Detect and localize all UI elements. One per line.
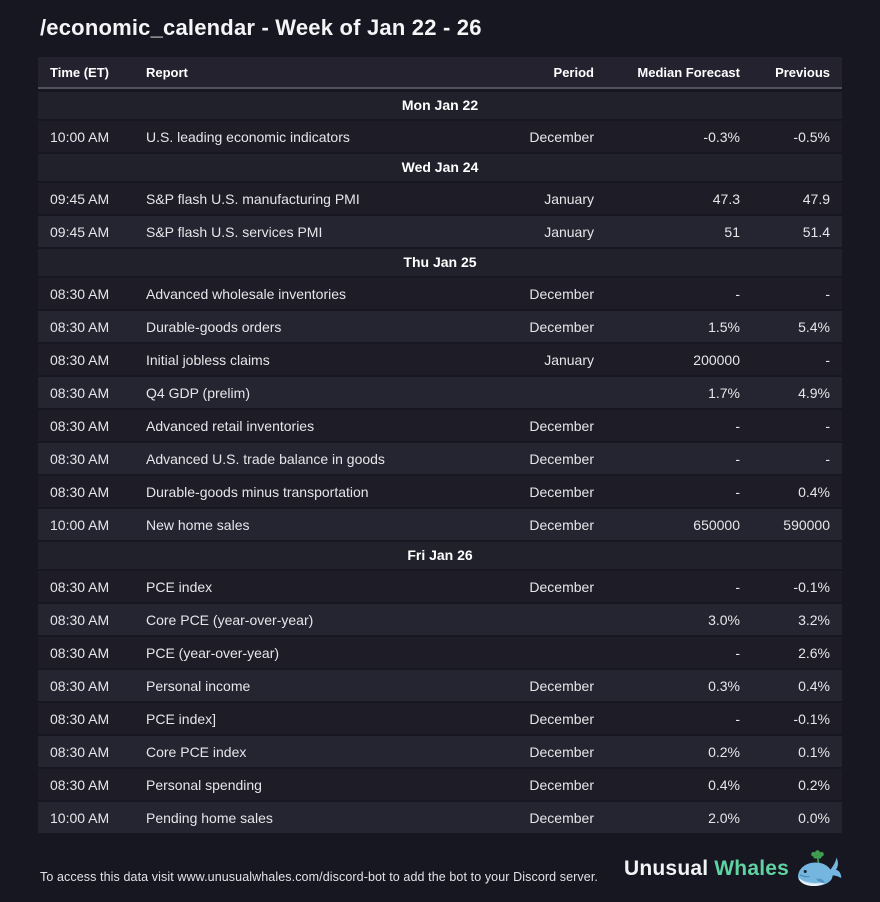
cell-median-forecast: 0.4% <box>708 776 740 793</box>
cell-period: January <box>544 190 594 207</box>
column-header-report: Report <box>146 64 188 80</box>
cell-previous: 4.9% <box>798 384 830 401</box>
cell-median-forecast: - <box>735 417 740 434</box>
cell-previous: 2.6% <box>798 644 830 661</box>
page-title: /economic_calendar - Week of Jan 22 - 26 <box>40 15 482 40</box>
cell-report: Pending home sales <box>146 809 273 826</box>
cell-report: Core PCE index <box>146 743 247 760</box>
cell-median-forecast: - <box>735 644 740 661</box>
cell-period: December <box>529 417 594 434</box>
cell-previous: 5.4% <box>798 318 830 335</box>
section-date-row: Wed Jan 24 <box>38 154 842 181</box>
column-header-previous: Previous <box>775 64 830 80</box>
cell-time: 10:00 AM <box>50 516 110 533</box>
cell-median-forecast: - <box>735 450 740 467</box>
cell-time: 08:30 AM <box>50 743 110 760</box>
section-date-row: Thu Jan 25 <box>38 249 842 276</box>
cell-report: Advanced U.S. trade balance in goods <box>146 450 385 467</box>
cell-report: PCE index <box>146 578 213 595</box>
cell-time: 08:30 AM <box>50 351 110 368</box>
cell-report: Durable-goods minus transportation <box>146 483 369 500</box>
cell-previous: 47.9 <box>802 190 830 207</box>
cell-period: December <box>529 450 594 467</box>
cell-time: 08:30 AM <box>50 285 110 302</box>
table-row <box>38 377 842 408</box>
cell-previous: - <box>825 417 830 434</box>
cell-median-forecast: -0.3% <box>703 128 740 145</box>
cell-previous: 51.4 <box>802 223 830 240</box>
cell-report: Advanced wholesale inventories <box>146 285 347 302</box>
whale-icon <box>796 848 842 890</box>
footer <box>38 838 842 902</box>
header-divider <box>38 87 842 89</box>
cell-previous: 590000 <box>783 516 830 533</box>
table-row <box>38 509 842 540</box>
table-row <box>38 604 842 635</box>
column-header-period: Period <box>553 64 594 80</box>
cell-period: December <box>529 710 594 727</box>
cell-period: December <box>529 578 594 595</box>
cell-period: December <box>529 285 594 302</box>
cell-previous: 0.4% <box>798 483 830 500</box>
table-row <box>38 476 842 507</box>
economic-calendar-table <box>38 57 842 833</box>
cell-median-forecast: 0.2% <box>708 743 740 760</box>
cell-report: S&P flash U.S. manufacturing PMI <box>146 190 360 207</box>
section-date-row: Fri Jan 26 <box>38 542 842 569</box>
column-header-time: Time (ET) <box>50 64 109 80</box>
cell-time: 08:30 AM <box>50 578 110 595</box>
cell-previous: 0.2% <box>798 776 830 793</box>
section-date-row: Mon Jan 22 <box>38 92 842 119</box>
table-header-row <box>38 57 842 87</box>
cell-period: December <box>529 743 594 760</box>
table-row <box>38 216 842 247</box>
table-row <box>38 637 842 668</box>
cell-median-forecast: 200000 <box>693 351 740 368</box>
cell-median-forecast: 3.0% <box>708 611 740 628</box>
cell-median-forecast: - <box>735 710 740 727</box>
cell-previous: -0.1% <box>793 578 830 595</box>
cell-report: Personal spending <box>146 776 262 793</box>
cell-time: 09:45 AM <box>50 223 110 240</box>
cell-time: 08:30 AM <box>50 483 110 500</box>
cell-time: 09:45 AM <box>50 190 110 207</box>
cell-previous: - <box>825 351 830 368</box>
brand-name-whales: Whales <box>714 857 789 880</box>
cell-report: New home sales <box>146 516 250 533</box>
cell-median-forecast: 47.3 <box>712 190 740 207</box>
table-row <box>38 344 842 375</box>
table-row <box>38 670 842 701</box>
cell-report: PCE (year-over-year) <box>146 644 280 661</box>
footer-note: To access this data visit www.unusualwhales.com/discord-bot to add the bot to your Discord server. <box>40 870 598 884</box>
column-header-median-forecast: Median Forecast <box>637 64 740 80</box>
table-row <box>38 410 842 441</box>
cell-median-forecast: - <box>735 285 740 302</box>
cell-previous: - <box>825 285 830 302</box>
cell-time: 10:00 AM <box>50 128 110 145</box>
cell-period: December <box>529 483 594 500</box>
cell-time: 08:30 AM <box>50 611 110 628</box>
cell-median-forecast: 1.5% <box>708 318 740 335</box>
cell-report: Durable-goods orders <box>146 318 282 335</box>
cell-previous: - <box>825 450 830 467</box>
cell-period: December <box>529 516 594 533</box>
table-body <box>38 92 842 833</box>
cell-report: U.S. leading economic indicators <box>146 128 350 145</box>
cell-time: 08:30 AM <box>50 384 110 401</box>
cell-report: PCE index] <box>146 710 217 727</box>
cell-previous: 0.0% <box>798 809 830 826</box>
cell-time: 08:30 AM <box>50 644 110 661</box>
cell-report: S&P flash U.S. services PMI <box>146 223 323 240</box>
cell-period: December <box>529 318 594 335</box>
cell-period: December <box>529 677 594 694</box>
table-row <box>38 802 842 833</box>
cell-time: 08:30 AM <box>50 710 110 727</box>
cell-period: December <box>529 776 594 793</box>
cell-previous: -0.5% <box>793 128 830 145</box>
cell-time: 08:30 AM <box>50 776 110 793</box>
table-row <box>38 183 842 214</box>
cell-median-forecast: 1.7% <box>708 384 740 401</box>
brand-name-unusual: Unusual <box>624 857 709 880</box>
table-row <box>38 443 842 474</box>
table-row <box>38 278 842 309</box>
table-row <box>38 311 842 342</box>
cell-median-forecast: 2.0% <box>708 809 740 826</box>
cell-median-forecast: - <box>735 483 740 500</box>
cell-period: January <box>544 351 594 368</box>
cell-report: Q4 GDP (prelim) <box>146 384 250 401</box>
cell-time: 08:30 AM <box>50 450 110 467</box>
table-row <box>38 121 842 152</box>
cell-median-forecast: 650000 <box>693 516 740 533</box>
brand-logo <box>624 848 842 890</box>
cell-report: Personal income <box>146 677 251 694</box>
cell-report: Core PCE (year-over-year) <box>146 611 314 628</box>
table-row <box>38 736 842 767</box>
table-row <box>38 571 842 602</box>
cell-median-forecast: 0.3% <box>708 677 740 694</box>
cell-previous: 0.1% <box>798 743 830 760</box>
cell-median-forecast: 51 <box>724 223 740 240</box>
cell-time: 10:00 AM <box>50 809 110 826</box>
cell-previous: 3.2% <box>798 611 830 628</box>
cell-period: December <box>529 128 594 145</box>
table-row <box>38 769 842 800</box>
cell-time: 08:30 AM <box>50 318 110 335</box>
cell-report: Advanced retail inventories <box>146 417 315 434</box>
table-row <box>38 703 842 734</box>
cell-period: December <box>529 809 594 826</box>
cell-time: 08:30 AM <box>50 677 110 694</box>
cell-period: January <box>544 223 594 240</box>
cell-previous: -0.1% <box>793 710 830 727</box>
cell-time: 08:30 AM <box>50 417 110 434</box>
cell-report: Initial jobless claims <box>146 351 270 368</box>
cell-median-forecast: - <box>735 578 740 595</box>
cell-previous: 0.4% <box>798 677 830 694</box>
